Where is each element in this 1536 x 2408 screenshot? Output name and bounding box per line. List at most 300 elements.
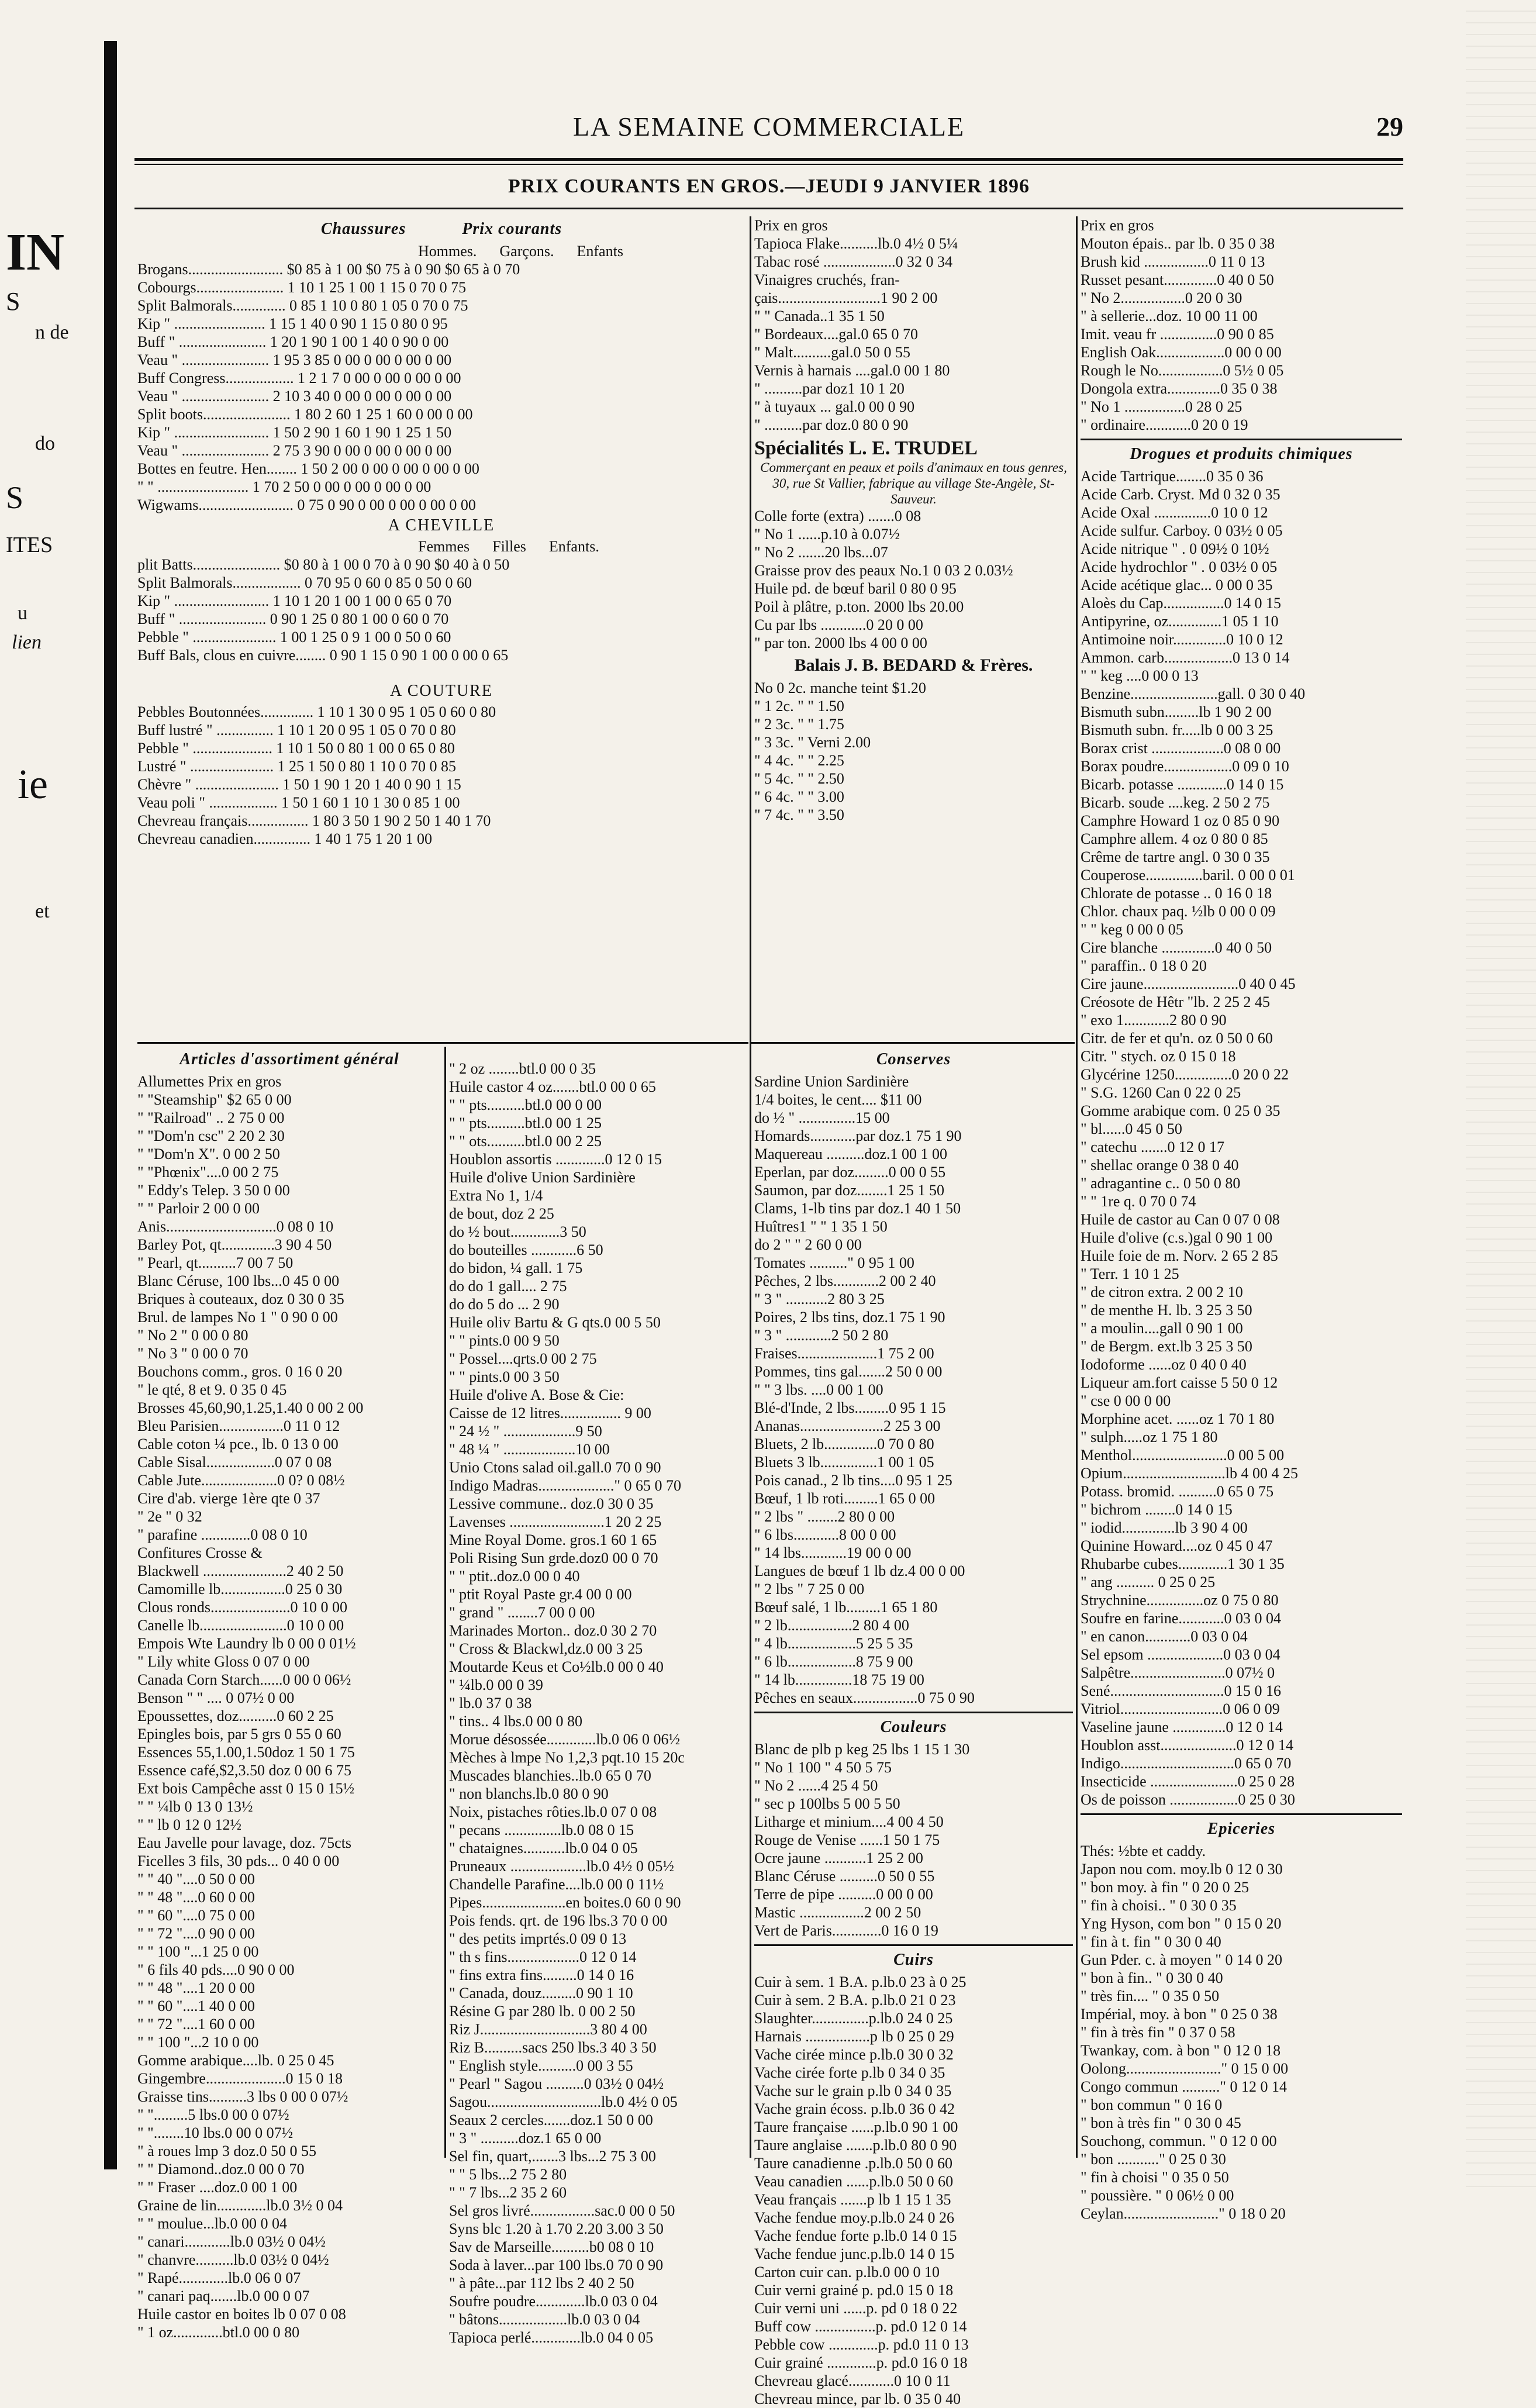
price-line: " Possel....qrts.0 00 2 75: [449, 1350, 597, 1367]
price-line: Litharge et minium....4 00 4 50: [754, 1813, 944, 1830]
price-line: Pebble " ...................... 1 00 1 25 0 9 1 00 0 50 0 60: [137, 629, 451, 646]
drogues-list: [1081, 467, 1402, 1809]
price-line: " 3 " ............2 50 2 80: [754, 1327, 889, 1344]
price-line: Chevreau français................ 1 80 3 50 1 90 2 50 1 40 1 70: [137, 812, 491, 829]
price-line: Sel epsom ....................0 03 0 04: [1081, 1646, 1280, 1663]
price-line: " paraffin.. 0 18 0 20: [1081, 957, 1207, 974]
price-line: Camphre allem. 4 oz 0 80 0 85: [1081, 830, 1268, 847]
price-line: Seaux 2 cercles.......doz.1 50 0 00: [449, 2112, 653, 2128]
price-line: çais...........................1 90 2 00: [754, 289, 938, 306]
price-line: " par ton. 2000 lbs 4 00 0 00: [754, 634, 927, 651]
price-line: Vache cirée mince p.lb.0 30 0 32: [754, 2046, 954, 2063]
price-line: Camphre Howard 1 oz 0 85 0 90: [1081, 812, 1280, 829]
price-line: " 2 lb.................2 80 4 00: [754, 1617, 909, 1634]
bedard-ad: Balais J. B. BEDARD & Frères.: [794, 656, 1033, 675]
couleurs-list: [754, 1740, 1073, 1940]
price-line: " pecans ...............lb.0 08 0 15: [449, 1821, 634, 1838]
price-line: " 3 " ...........2 80 3 25: [754, 1291, 885, 1308]
price-line: Terre de pipe ..........0 00 0 00: [754, 1886, 933, 1903]
page-number: 29: [1376, 112, 1403, 142]
section-heading: [137, 220, 745, 239]
price-line: Cuir grainé .............p. pd.0 16 0 18: [754, 2354, 968, 2371]
price-line: Poli Rising Sun grde.doz0 00 0 70: [449, 1550, 658, 1567]
price-line: Bleu Parisien.................0 11 0 12: [137, 1417, 340, 1434]
price-line: " " ........................ 1 70 2 50 0 00 0 00 0 00 0 00: [137, 478, 432, 495]
price-line: " adragantine c.. 0 50 0 80: [1081, 1175, 1241, 1192]
column-headings: Hommes. Garçons. Enfants: [418, 243, 623, 260]
trudel-ad: Spécialités L. E. TRUDEL: [754, 437, 978, 459]
price-line: Maquereau ..........doz.1 00 1 00: [754, 1146, 947, 1162]
price-line: Mouton épais.. par lb. 0 35 0 38: [1081, 235, 1275, 252]
fragment-text: et: [35, 901, 50, 922]
price-line: Graine de lin.............lb.0 3½ 0 04: [137, 2197, 343, 2214]
price-line: " " pints.0 00 3 50: [449, 1368, 560, 1385]
price-line: Houblon asst....................0 12 0 14: [1081, 1737, 1293, 1754]
price-line: Eperlan, par doz.........0 00 0 55: [754, 1164, 946, 1181]
price-line: Indigo Madras...................." 0 65 0 70: [449, 1477, 681, 1494]
price-line: Taure anglaise .......p.lb.0 80 0 90: [754, 2137, 957, 2154]
price-line: " 7 4c. " " 3.50: [754, 806, 844, 823]
price-line: Vitriol...........................0 06 0 09: [1081, 1700, 1280, 1717]
section-rule: [137, 1042, 748, 1044]
price-line: " 2 oz ........btl.0 00 0 35: [449, 1060, 596, 1077]
price-line: Confitures Crosse &: [137, 1544, 263, 1561]
price-line: Veau " ....................... 2 75 3 90 0 00 0 00 0 00 0 00: [137, 442, 452, 459]
fragment-text: IN: [6, 223, 65, 281]
fragment-text: do: [35, 433, 55, 454]
price-line: Split boots....................... 1 80 2 60 1 25 1 60 0 00 0 00: [137, 406, 473, 423]
price-line: " "........10 lbs.0 00 0 07½: [137, 2124, 294, 2141]
price-line: Huile d'olive A. Bose & Cie:: [449, 1386, 624, 1403]
price-line: Pois fends. qrt. de 196 lbs.3 70 0 00: [449, 1912, 668, 1929]
price-line: Cuir verni uni ......p. pd 0 18 0 22: [754, 2300, 958, 2317]
price-line: " No 3 " 0 00 0 70: [137, 1345, 248, 1362]
price-line: Tabac rosé ...................0 32 0 34: [754, 253, 953, 270]
price-line: Vache fendue junc.p.lb.0 14 0 15: [754, 2245, 955, 2262]
price-line: Empois Wte Laundry lb 0 00 0 01½: [137, 1635, 356, 1652]
price-line: Extra No 1, 1/4: [449, 1187, 543, 1204]
price-line: " " ptit..doz.0 00 0 40: [449, 1568, 580, 1585]
binding-shadow: [104, 41, 117, 2169]
price-line: Pebble " ..................... 1 10 1 50 0 80 1 00 0 65 0 80: [137, 740, 455, 757]
price-line: Twankay, com. à bon " 0 12 0 18: [1081, 2042, 1281, 2059]
price-line: Sagou..............................lb.0 4½ 0 05: [449, 2093, 678, 2110]
price-line: " "Phœnix"....0 00 2 75: [137, 1164, 279, 1181]
price-line: Vaseline jaune ..............0 12 0 14: [1081, 1719, 1283, 1736]
price-line: Soufre poudre.............lb.0 03 0 04: [449, 2293, 658, 2310]
price-line: Bismuth subn.........lb 1 90 2 00: [1081, 703, 1272, 720]
price-line: Ammon. carb..................0 13 0 14: [1081, 649, 1290, 666]
price-line: " Canada, douz.........0 90 1 10: [449, 1985, 633, 2002]
price-line: Lavenses .........................1 20 2 25: [449, 1513, 662, 1530]
price-line: Cu par lbs ............0 20 0 00: [754, 616, 923, 633]
price-line: Bismuth subn. fr.....lb 0 00 3 25: [1081, 722, 1273, 739]
previous-page-fragment: [0, 0, 102, 2192]
price-line: Mèches à lmpe No 1,2,3 pqt.10 15 20c: [449, 1749, 685, 1766]
price-line: " fin à très fin " 0 37 0 58: [1081, 2024, 1235, 2041]
price-line: " Rapé.............lb.0 06 0 07: [137, 2269, 301, 2286]
price-line: Sené..............................0 15 0 16: [1081, 1682, 1282, 1699]
price-line: " shellac orange 0 38 0 40: [1081, 1157, 1239, 1174]
page-header: [134, 111, 1403, 152]
price-line: Chevreau canadien............... 1 40 1 75 1 20 1 00: [137, 830, 433, 847]
price-line: " sulph.....oz 1 75 1 80: [1081, 1429, 1218, 1446]
price-line: Blanc de plb p keg 25 lbs 1 15 1 30: [754, 1741, 970, 1758]
price-line: " bon commun " 0 16 0: [1081, 2096, 1223, 2113]
price-line: " 5 4c. " " 2.50: [754, 770, 844, 787]
price-line: Cable coton ¼ pce., lb. 0 13 0 00: [137, 1436, 339, 1453]
price-line: Acide Oxal ...............0 10 0 12: [1081, 504, 1268, 521]
price-line: Slaughter...............p.lb.0 24 0 25: [754, 2010, 953, 2027]
price-line: Lessive commune.. doz.0 30 0 35: [449, 1495, 654, 1512]
price-line: do ½ bout.............3 50: [449, 1223, 586, 1240]
price-line: Acide Tartrique........0 35 0 36: [1081, 468, 1264, 485]
price-line: Bluets, 2 lb..............0 70 0 80: [754, 1436, 934, 1453]
price-line: English Oak..................0 00 0 00: [1081, 344, 1282, 361]
price-line: Pruneaux ....................lb.0 4½ 0 05½: [449, 1858, 674, 1875]
price-line: Gomme arabique com. 0 25 0 35: [1081, 1102, 1280, 1119]
price-line: Vache fendue forte p.lb.0 14 0 15: [754, 2227, 957, 2244]
price-line: Houblon assortis .............0 12 0 15: [449, 1151, 662, 1168]
price-line: Chlorate de potasse .. 0 16 0 18: [1081, 885, 1272, 902]
price-line: Anis.............................0 08 0 10: [137, 1218, 334, 1235]
price-line: " " Canada..1 35 1 50: [754, 308, 885, 325]
price-line: Chèvre " ...................... 1 50 1 90 1 20 1 40 0 90 1 15: [137, 776, 461, 793]
price-line: " " 72 "....1 60 0 00: [137, 2016, 255, 2033]
price-line: Huile pd. de bœuf baril 0 80 0 95: [754, 580, 957, 597]
price-line: Cuir à sem. 1 B.A. p.lb.0 23 à 0 25: [754, 1974, 967, 1990]
price-line: " 3 " ..........doz.1 65 0 00: [449, 2130, 602, 2147]
price-line: Glycérine 1250...............0 20 0 22: [1081, 1066, 1289, 1083]
price-line: " 3 3c. " Verni 2.00: [754, 734, 871, 751]
couture-list: [137, 703, 745, 848]
section-rule: [1081, 439, 1402, 440]
price-line: " Cross & Blackwl,dz.0 00 3 25: [449, 1640, 643, 1657]
price-line: " " 7 lbs...2 35 2 60: [449, 2184, 567, 2201]
price-line: " grand " ........7 00 0 00: [449, 1604, 595, 1621]
price-line: Marinades Morton.. doz.0 30 2 70: [449, 1622, 657, 1639]
price-line: " " 48 "....0 60 0 00: [137, 1889, 255, 1906]
price-line: do ½ " ...............15 00: [754, 1109, 890, 1126]
price-line: Riz B..........sacs 250 lbs.3 40 3 50: [449, 2039, 657, 2056]
price-line: Citr. de fer et qu'n. oz 0 50 0 60: [1081, 1030, 1273, 1047]
price-line: Brul. de lampes No 1 " 0 90 0 00: [137, 1309, 338, 1326]
price-line: Résine G par 280 lb. 0 00 2 50: [449, 2003, 636, 2020]
section-rule: [1081, 1813, 1402, 1815]
price-line: " " Fraser ....doz.0 00 1 00: [137, 2179, 298, 2196]
price-line: " fin à choisi " 0 35 0 50: [1081, 2169, 1229, 2186]
price-line: Japon nou com. moy.lb 0 12 0 30: [1081, 1861, 1283, 1878]
price-line: " "Dom'n csc" 2 20 2 30: [137, 1127, 285, 1144]
price-line: " " keg ....0 00 0 13: [1081, 667, 1199, 684]
price-line: " No 2.................0 20 0 30: [1081, 289, 1242, 306]
price-line: Imit. veau fr ...............0 90 0 85: [1081, 326, 1274, 343]
price-line: " parafine .............0 08 0 10: [137, 1526, 308, 1543]
price-line: " "Railroad" .. 2 75 0 00: [137, 1109, 285, 1126]
price-line: do 2 " " 2 60 0 00: [754, 1236, 862, 1253]
price-line: " " lb 0 12 0 12½: [137, 1816, 241, 1833]
price-line: " " Diamond..doz.0 00 0 70: [137, 2161, 305, 2178]
cuirs-continued-list: [1081, 216, 1402, 434]
price-line: " " Parloir 2 00 0 00: [137, 1200, 260, 1217]
price-line: Allumettes Prix en gros: [137, 1073, 282, 1090]
couleurs-title: Couleurs: [880, 1718, 947, 1736]
column-chaussures: [137, 216, 745, 1041]
price-line: Bœuf salé, 1 lb.........1 65 1 80: [754, 1599, 938, 1616]
price-line: Rhubarbe cubes.............1 30 1 35: [1081, 1555, 1285, 1572]
price-line: Indigo..............................0 65 0 70: [1081, 1755, 1292, 1772]
price-line: " " keg 0 00 0 05: [1081, 921, 1183, 938]
price-line: " chanvre..........lb.0 03½ 0 04½: [137, 2251, 329, 2268]
price-line: " bon à très fin " 0 30 0 45: [1081, 2114, 1241, 2131]
price-line: " 6 fils 40 pds....0 90 0 00: [137, 1961, 295, 1978]
price-line: " " 60 "....1 40 0 00: [137, 1998, 255, 2014]
price-line: Salpêtre.........................0 07½ 0: [1081, 1664, 1275, 1681]
price-line: " No 1 100 " 4 50 5 75: [754, 1759, 892, 1776]
price-line: " ".........5 lbs.0 00 0 07½: [137, 2106, 289, 2123]
section-rule: [751, 1042, 1075, 1044]
price-line: Vinaigres cruchés, fran-: [754, 271, 900, 288]
price-line: Vache sur le grain p.lb 0 34 0 35: [754, 2082, 952, 2099]
price-line: " " 48 "....1 20 0 00: [137, 1979, 255, 1996]
price-line: " ..........par doz.0 80 0 90: [754, 416, 909, 433]
price-line: Blanc Céruse ..........0 50 0 55: [754, 1868, 935, 1885]
price-line: " ang .......... 0 25 0 25: [1081, 1574, 1216, 1591]
price-line: Veau poli " .................. 1 50 1 60 1 10 1 30 0 85 1 00: [137, 794, 460, 811]
price-line: " poussière. " 0 06½ 0 00: [1081, 2187, 1234, 2204]
price-line: Huile castor 4 oz.......btl.0 00 0 65: [449, 1078, 656, 1095]
price-line: Impérial, moy. à bon " 0 25 0 38: [1081, 2006, 1278, 2023]
price-line: " " 1re q. 0 70 0 74: [1081, 1193, 1196, 1210]
price-line: Lustré " ...................... 1 25 1 50 0 80 1 10 0 70 0 85: [137, 758, 457, 775]
price-line: " bichrom ........0 14 0 15: [1081, 1501, 1233, 1518]
price-line: 1/4 boites, le cent.... $11 00: [754, 1091, 922, 1108]
price-line: Fraises.....................1 75 2 00: [754, 1345, 934, 1362]
price-line: Soda à laver...par 100 lbs.0 70 0 90: [449, 2257, 664, 2274]
price-line: " fin à choisi.. " 0 30 0 35: [1081, 1897, 1237, 1914]
trudel-note: Commerçant en peaux et poils d'animaux en tous genres, 30, rue St Vallier, fabrique au village Ste-Angèle, St-Sauveur.: [760, 460, 1067, 506]
price-line: Bicarb. soude ....keg. 2 50 2 75: [1081, 794, 1270, 811]
column-articles: [137, 1047, 441, 2341]
price-line: " à pâte...par 112 lbs 2 40 2 50: [449, 2275, 634, 2292]
price-line: " catechu .......0 12 0 17: [1081, 1139, 1224, 1155]
price-line: plit Batts....................... $0 80 à 1 00 0 70 à 0 90 $0 40 à 0 50: [137, 556, 510, 573]
price-line: " No 1 ......p.10 à 0.07½: [754, 526, 900, 543]
price-line: " English style..........0 00 3 55: [449, 2057, 633, 2074]
column-vinaigres-balais: [754, 216, 1073, 1041]
price-line: Pebble cow .............p. pd.0 11 0 13: [754, 2336, 969, 2353]
colle-list: [754, 507, 1073, 652]
price-line: Buff Bals, clous en cuivre........ 0 90 1 15 0 90 1 00 0 00 0 65: [137, 647, 509, 664]
price-line: " 14 lb...............18 75 19 00: [754, 1671, 924, 1688]
column-divider: [444, 1047, 446, 2158]
price-line: Quinine Howard....oz 0 45 0 47: [1081, 1537, 1273, 1554]
price-line: " cse 0 00 0 00: [1081, 1392, 1171, 1409]
price-line: Pois canad., 2 lb tins....0 95 1 25: [754, 1472, 952, 1489]
price-line: Buff " ....................... 0 90 1 25 0 80 1 00 0 60 0 70: [137, 610, 449, 627]
price-line: " "Dom'n X". 0 00 2 50: [137, 1146, 280, 1162]
column-divider: [750, 216, 751, 2158]
price-line: " " pts..........btl.0 00 1 25: [449, 1115, 602, 1131]
price-line: " "Steamship" $2 65 0 00: [137, 1091, 292, 1108]
cuirs-title: Cuirs: [893, 1951, 934, 1969]
price-line: Buff " ....................... 1 20 1 90 1 00 1 40 0 90 0 00: [137, 333, 449, 350]
conserves-title: Conserves: [876, 1050, 951, 1068]
section-rule: [754, 1944, 1073, 1946]
price-line: Veau " ....................... 2 10 3 40 0 00 0 00 0 00 0 00: [137, 388, 452, 405]
price-line: Citr. " stych. oz 0 15 0 18: [1081, 1048, 1236, 1065]
price-line: " canari............lb.0 03½ 0 04½: [137, 2233, 326, 2250]
price-line: Morphine acet. ......oz 1 70 1 80: [1081, 1410, 1275, 1427]
price-line: " " 100 "...1 25 0 00: [137, 1943, 259, 1960]
price-line: de bout, doz 2 25: [449, 1205, 554, 1222]
price-line: Carton cuir can. p.lb.0 00 0 10: [754, 2264, 940, 2281]
price-line: Epoussettes, doz..........0 60 2 25: [137, 1707, 334, 1724]
price-line: Cire jaune.........................0 40 0 45: [1081, 975, 1296, 992]
price-line: Rough le No.................0 5½ 0 05: [1081, 362, 1284, 379]
price-line: " 2 3c. " " 1.75: [754, 716, 844, 733]
price-line: Harnais .................p lb 0 25 0 29: [754, 2028, 954, 2045]
price-line: Prix en gros: [1081, 217, 1154, 234]
fragment-text: ie: [18, 761, 48, 808]
price-line: Cire d'ab. vierge 1ère qte 0 37: [137, 1490, 320, 1507]
price-line: Vache grain écoss. p.lb.0 36 0 42: [754, 2100, 955, 2117]
price-line: Souchong, commun. " 0 12 0 00: [1081, 2133, 1277, 2150]
fragment-text: S: [6, 480, 24, 515]
price-line: Cuir à sem. 2 B.A. p.lb.0 21 0 23: [754, 1992, 956, 2009]
price-line: Pêches en seaux.................0 75 0 90: [754, 1689, 975, 1706]
price-line: do bidon, ¼ gall. 1 75: [449, 1260, 583, 1277]
chaussures-list: [137, 260, 745, 514]
price-line: Acide acétique glac... 0 00 0 35: [1081, 577, 1273, 594]
price-line: Borax crist ...................0 08 0 00: [1081, 740, 1281, 757]
price-line: Barley Pot, qt..............3 90 4 50: [137, 1236, 332, 1253]
price-line: Chevreau glacé............0 10 0 11: [754, 2372, 951, 2389]
price-line: Vache cirée forte p.lb 0 34 0 35: [754, 2064, 945, 2081]
column-articles-continued: [449, 1047, 747, 2346]
fragment-text: lien: [12, 632, 42, 653]
price-line: " Bordeaux....gal.0 65 0 70: [754, 326, 918, 343]
price-line: Menthol.........................0 00 5 00: [1081, 1447, 1285, 1464]
price-line: " 6 lb..................8 75 9 00: [754, 1653, 913, 1670]
price-line: " 48 ¼ " ...................10 00: [449, 1441, 610, 1458]
price-line: Bœuf, 1 lb roti.........1 65 0 00: [754, 1490, 936, 1507]
price-line: Acide nitrique " . 0 09½ 0 10½: [1081, 540, 1269, 557]
price-line: Wigwams......................... 0 75 0 90 0 00 0 00 0 00 0 00: [137, 496, 476, 513]
price-line: Acide hydrochlor " . 0 03½ 0 05: [1081, 558, 1278, 575]
epiceries-title: Epiceries: [1207, 1820, 1276, 1838]
header-rule-thin: [134, 164, 1403, 165]
price-line: Tapioca Flake..........lb.0 4½ 0 5¼: [754, 235, 958, 252]
price-line: Sav de Marseille..........b0 08 0 10: [449, 2238, 654, 2255]
price-line: " 1 2c. " " 1.50: [754, 698, 844, 715]
price-line: " 24 ½ " ...................9 50: [449, 1423, 602, 1440]
price-line: Pommes, tins gal.......2 50 0 00: [754, 1363, 943, 1380]
price-line: Opium...........................lb 4 00 4 25: [1081, 1465, 1298, 1482]
price-line: " No 1 ................0 28 0 25: [1081, 398, 1242, 415]
price-line: " de citron extra. 2 00 2 10: [1081, 1284, 1243, 1300]
price-line: " 2e " 0 32: [137, 1508, 202, 1525]
price-line: Ficelles 3 fils, 30 pds... 0 40 0 00: [137, 1852, 340, 1869]
price-line: " a moulin....gall 0 90 1 00: [1081, 1320, 1243, 1337]
fragment-text: n de: [35, 322, 69, 343]
price-line: " bon ..........." 0 25 0 30: [1081, 2151, 1226, 2168]
price-line: Taure canadienne .p.lb.0 50 0 60: [754, 2155, 952, 2172]
price-line: Bluets 3 lb...............1 00 1 05: [754, 1454, 934, 1471]
column-divider: [1076, 216, 1078, 2158]
price-line: Split Balmorals.............. 0 85 1 10 0 80 1 05 0 70 0 75: [137, 297, 468, 314]
price-line: do do 5 do ... 2 90: [449, 1296, 560, 1313]
price-line: Prix en gros: [754, 217, 828, 234]
prix-heading: Prix courants: [462, 220, 562, 238]
price-line: " 2 lbs " ........2 80 0 00: [754, 1508, 895, 1525]
price-line: Canada Corn Starch......0 00 0 06½: [137, 1671, 351, 1688]
price-line: " exo 1............2 80 0 90: [1081, 1012, 1227, 1029]
price-line: " " 100 "...2 10 0 00: [137, 2034, 259, 2051]
price-line: Cable Sisal..................0 07 0 08: [137, 1454, 332, 1471]
price-line: Borax poudre..................0 09 0 10: [1081, 758, 1289, 775]
price-line: " " 72 "....0 90 0 00: [137, 1925, 255, 1942]
price-line: Bicarb. potasse .............0 14 0 15: [1081, 776, 1284, 793]
subtitle-rule: [134, 208, 1403, 209]
price-line: Cuir verni grainé p. pd.0 15 0 18: [754, 2282, 954, 2299]
price-line: Oolong........................." 0 15 0 00: [1081, 2060, 1289, 2077]
price-line: " tins.. 4 lbs.0 00 0 80: [449, 1713, 583, 1730]
price-line: Acide Carb. Cryst. Md 0 32 0 35: [1081, 486, 1280, 503]
fragment-text: ITES: [6, 533, 53, 557]
price-line: Noix, pistaches rôties.lb.0 07 0 08: [449, 1803, 657, 1820]
price-line: Caisse de 12 litres................ 9 00: [449, 1405, 651, 1422]
price-line: Saumon, par doz........1 25 1 50: [754, 1182, 944, 1199]
price-line: " ordinaire............0 20 0 19: [1081, 416, 1248, 433]
price-line: Huile de castor au Can 0 07 0 08: [1081, 1211, 1280, 1228]
price-list-title: PRIX COURANTS EN GROS.—JEUDI 9 JANVIER 1896: [508, 175, 1030, 197]
price-line: Graisse prov des peaux No.1 0 03 2 0.03½: [754, 562, 1013, 579]
price-line: Ceylan........................." 0 18 0 20: [1081, 2205, 1286, 2222]
price-line: " No 2 ......4 25 4 50: [754, 1777, 878, 1794]
price-line: " Pearl, qt..........7 00 7 50: [137, 1254, 294, 1271]
price-line: " 2 lbs " 7 25 0 00: [754, 1581, 865, 1598]
price-line: " Lily white Gloss 0 07 0 00: [137, 1653, 310, 1670]
price-line: Vernis à harnais ....gal.0 00 1 80: [754, 362, 950, 379]
price-line: " non blanchs.lb.0 80 0 90: [449, 1785, 609, 1802]
cheville-title: A CHEVILLE: [388, 516, 495, 534]
price-line: " th s fins...................0 12 0 14: [449, 1948, 637, 1965]
price-line: Mastic .................2 00 2 50: [754, 1904, 921, 1921]
price-line: Veau canadien ......p.lb.0 50 0 60: [754, 2173, 954, 2190]
price-line: " Eddy's Telep. 3 50 0 00: [137, 1182, 290, 1199]
articles-continued-list: [449, 1060, 747, 2347]
price-line: " 6 lbs............8 00 0 00: [754, 1526, 896, 1543]
price-line: " le qté, 8 et 9. 0 35 0 45: [137, 1381, 287, 1398]
price-line: Brush kid .................0 11 0 13: [1081, 253, 1265, 270]
price-line: " 6 4c. " " 3.00: [754, 788, 844, 805]
price-line: Poires, 2 lbs tins, doz.1 75 1 90: [754, 1309, 945, 1326]
balais-list: [754, 679, 1073, 824]
column-drogues: [1081, 216, 1402, 2222]
price-line: Briques à couteaux, doz 0 30 0 35: [137, 1291, 344, 1308]
price-line: Langues de bœuf 1 lb dz.4 00 0 00: [754, 1562, 965, 1579]
price-line: " des petits imprtés.0 09 0 13: [449, 1930, 627, 1947]
price-line: " très fin.... " 0 35 0 50: [1081, 1988, 1220, 2005]
price-line: " ¼lb.0 00 0 39: [449, 1676, 543, 1693]
price-line: do do 1 gall.... 2 75: [449, 1278, 567, 1295]
price-line: Rouge de Venise ......1 50 1 75: [754, 1831, 940, 1848]
price-line: Huile oliv Bartu & G qts.0 00 5 50: [449, 1314, 661, 1331]
price-line: Dongola extra..............0 35 0 38: [1081, 380, 1278, 397]
price-line: " à roues lmp 3 doz.0 50 0 55: [137, 2143, 316, 2159]
price-line: " 1 oz.............btl.0 00 0 80: [137, 2324, 300, 2341]
